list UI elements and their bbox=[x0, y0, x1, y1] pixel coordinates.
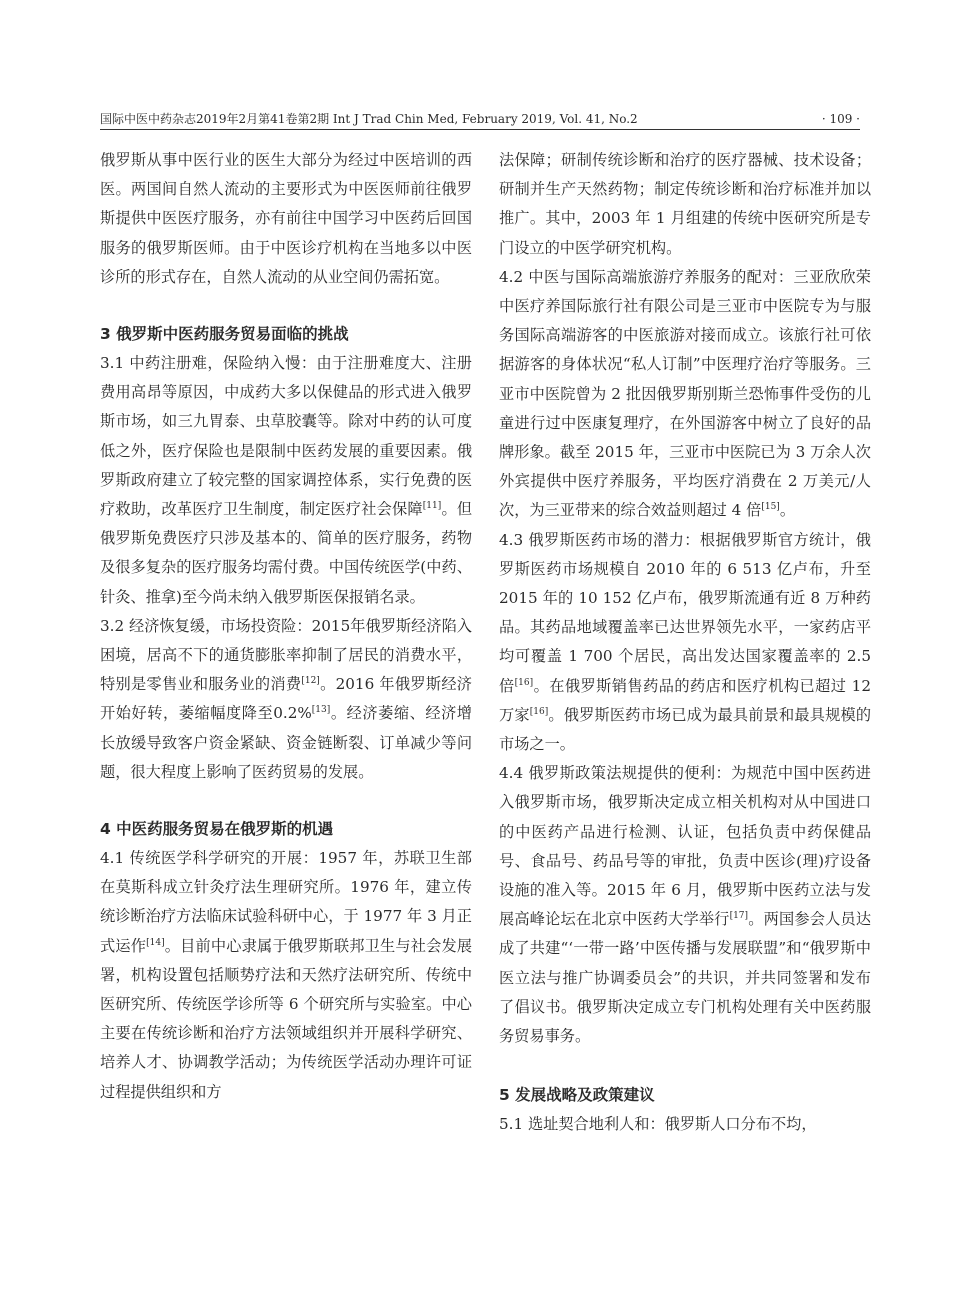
section-3-heading: 3 俄罗斯中医药服务贸易面临的挑战 bbox=[100, 325, 349, 344]
citation-ref: [11] bbox=[422, 500, 442, 511]
citation-ref: [13] bbox=[311, 705, 331, 716]
section-4-heading: 4 中医药服务贸易在俄罗斯的机遇 bbox=[100, 820, 334, 839]
paragraph-4-4: 4.4 俄罗斯政策法规提供的便利：为规范中国中医药进入俄罗斯市场，俄罗斯决定成立相关机构对从中国进口的中医药产品进行检测、认证，包括负责中药保健品号、食品号、药品号等的审批，负责中医诊(理)疗设备设施的准入等。2015 年 6 月，俄罗斯中医药立法与发展高峰论坛在北京中医药大学举行[17]。两国参会人员达成了共建“‘一带一路’中医传播与发展联盟”和“俄罗斯中医立法与推广协调委员会”的共识，并共同签署和发布了倡议书。俄罗斯决定成立专门机构处理有关中医药服务贸易事务。 bbox=[499, 764, 872, 1046]
citation-ref: [17] bbox=[729, 911, 749, 922]
citation-ref: [14] bbox=[146, 937, 165, 948]
left-column bbox=[100, 146, 472, 1107]
paragraph-4-1-continued: 法保障；研制传统诊断和治疗的医疗器械、技术设备；研制并生产天然药物；制定传统诊断和治疗标准并加以推广。其中，2003 年 1 月组建的传统中医研究所是专门设立的中医学研究机构。 bbox=[499, 151, 871, 257]
citation-ref: [12] bbox=[301, 676, 320, 687]
paragraph-4-2: 4.2 中医与国际高端旅游疗养服务的配对：三亚欣欣荣中医疗养国际旅行社有限公司是三亚市中医院专为与服务国际高端游客的中医旅游对接而成立。该旅行社可依据游客的身体状况“私人订制”中医理疗治疗等服务。三亚市中医院曾为 2 批因俄罗斯别斯兰恐怖事件受伤的儿童进行过中医康复理疗，在外国游客中树立了良好的品牌形象。截至 2015 年，三亚市中医院已为 3 万余人次外宾提供中医疗养服务，平均医疗消费在 2 万美元/人次，为三亚带来的综合效益则超过 4 倍[15]。 bbox=[499, 267, 871, 520]
paragraph-3-1: 3.1 中药注册难，保险纳入慢：由于注册难度大、注册费用高昂等原因，中成药大多以保健品的形式进入俄罗斯市场，如三九胃泰、虫草胶囊等。除对中药的认可度低之外，医疗保险也是限制中医药发展的重要因素。俄罗斯政府建立了较完整的国家调控体系，实行免费的医疗救助，改革医疗卫生制度，制定医疗社会保障[11]。但俄罗斯免费医疗只涉及基本的、简单的医疗服务，药物及很多复杂的医疗服务均需付费。中国传统医学(中药、针灸、推拿)至今尚未纳入俄罗斯医保报销名录。 bbox=[100, 354, 473, 606]
paragraph-4-3: 4.3 俄罗斯医药市场的潜力：根据俄罗斯官方统计，俄罗斯医药市场规模自 2010 年的 6 513 亿卢布，升至 2015 年的 10 152 亿卢布，俄罗斯流通有近 8 万种药品。其药品地域覆盖率已达世界领先水平，一家药店平均可覆盖 1 700 个居民，高出发达国家覆盖率的 2.5 倍[16]。在俄罗斯销售药品的药店和医疗机构已超过 12 万家[16]。俄罗斯医药市场已成为最具前景和最具规模的市场之一。 bbox=[499, 530, 872, 754]
citation-ref: [16] bbox=[514, 677, 534, 688]
paragraph-5-1: 5.1 选址契合地利人和：俄罗斯人口分布不均， bbox=[499, 1115, 817, 1134]
journal-citation: 国际中医中药杂志2019年2月第41卷第2期 Int J Trad Chin Med, February 2019, Vol. 41, No.2 bbox=[100, 112, 638, 126]
page-number: · 109 · bbox=[821, 112, 860, 126]
citation-ref: [15] bbox=[761, 502, 780, 513]
intro-paragraph: 俄罗斯从事中医行业的医生大部分为经过中医培训的西医。两国间自然人流动的主要形式为中医医师前往俄罗斯提供中医医疗服务，亦有前往中国学习中医药后回国服务的俄罗斯医师。由于中医诊疗机构在当地多以中医诊所的形式存在，自然人流动的从业空间仍需拓宽。 bbox=[100, 151, 472, 286]
running-header bbox=[100, 111, 860, 130]
paragraph-4-1: 4.1 传统医学科学研究的开展：1957 年，苏联卫生部在莫斯科成立针灸疗法生理研究所。1976 年，建立传统诊断治疗方法临床试验科研中心，于 1977 年 3 月正式运作[14]。目前中心隶属于俄罗斯联邦卫生与社会发展署，机构设置包括顺势疗法和天然疗法研究所、传统中医研究所、传统医学诊所等 6 个研究所与实验室。中心主要在传统诊断和治疗方法领域组织并开展科学研究、培养人才、协调教学活动；为传统医学活动办理许可证过程提供组织和方 bbox=[100, 849, 473, 1101]
right-column bbox=[499, 146, 871, 1140]
section-5-heading: 5 发展战略及政策建议 bbox=[499, 1086, 655, 1105]
paragraph-3-2: 3.2 经济恢复缓，市场投资险：2015年俄罗斯经济陷入困境，居高不下的通货膨胀率抑制了居民的消费水平，特别是零售业和服务业的消费[12]。2016 年俄罗斯经济开始好转，萎缩幅度降至0.2%[13]。经济萎缩、经济增长放缓导致客户资金紧缺、资金链断裂、订单减少等问题，很大程度上影响了医药贸易的发展。 bbox=[100, 616, 472, 781]
citation-ref: [16] bbox=[529, 706, 549, 717]
